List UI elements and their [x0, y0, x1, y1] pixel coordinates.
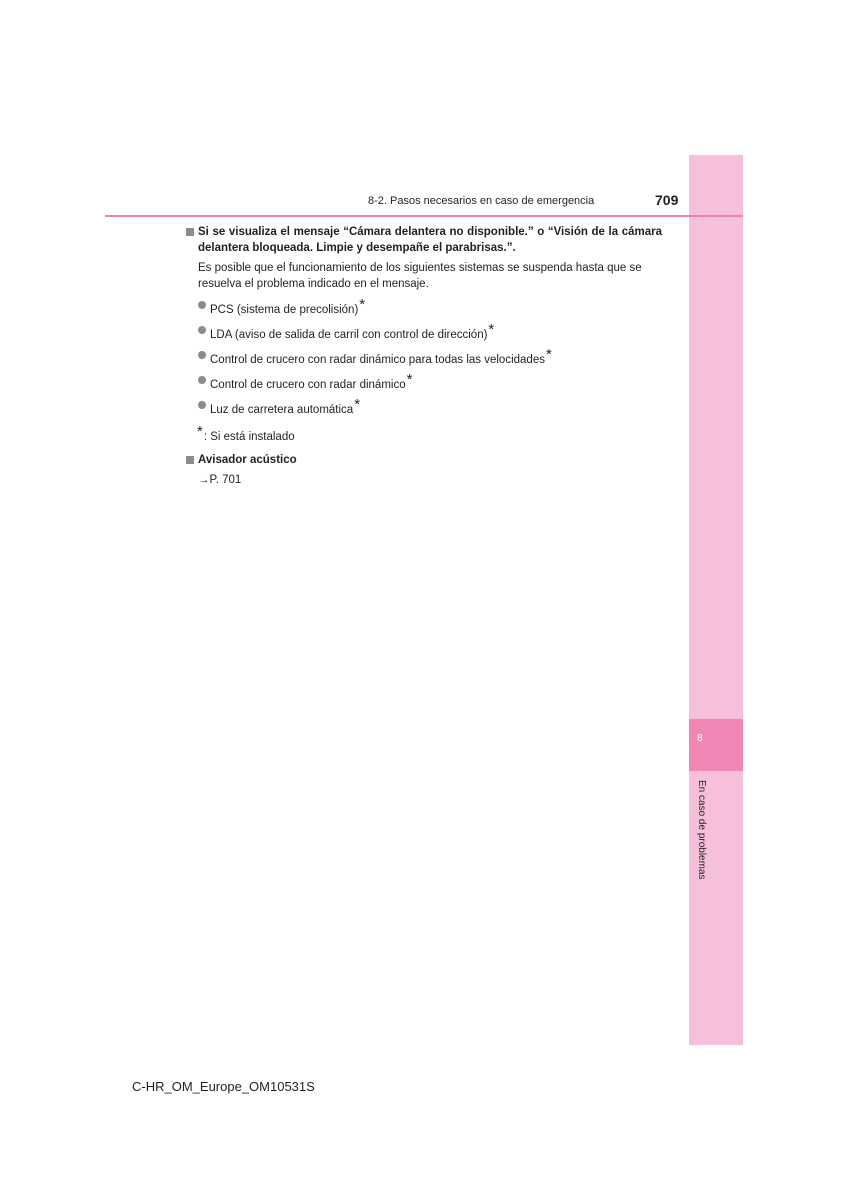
asterisk-mark: * [197, 423, 203, 440]
page-number: 709 [655, 192, 679, 208]
asterisk-mark: * [359, 296, 366, 313]
square-bullet-icon [186, 228, 194, 236]
list-item [198, 295, 662, 320]
affected-systems-list [198, 295, 662, 420]
list-item-text: PCS (sistema de precolisión) [210, 304, 359, 316]
document-code: C-HR_OM_Europe_OM10531S [132, 1079, 315, 1094]
chapter-number-block [689, 719, 743, 771]
square-bullet-icon [186, 456, 194, 464]
circle-bullet-icon [198, 376, 206, 384]
list-item-text: LDA (aviso de salida de carril con control de dirección) [210, 329, 488, 341]
heading-text: Avisador acústico [198, 454, 297, 466]
asterisk-mark: * [488, 321, 495, 338]
page-content [186, 224, 662, 488]
footnote-text: : Si está instalado [203, 431, 295, 443]
section-paragraph: Es posible que el funcionamiento de los siguientes sistemas se suspenda hasta que se resuelva el problema indicado en el mensaje. [198, 262, 642, 290]
asterisk-mark: * [545, 346, 552, 363]
circle-bullet-icon [198, 326, 206, 334]
circle-bullet-icon [198, 401, 206, 409]
circle-bullet-icon [198, 301, 206, 309]
section-heading-camera-message [186, 224, 662, 256]
list-item-text: Control de crucero con radar dinámico [210, 379, 406, 391]
list-item [198, 395, 662, 420]
asterisk-mark: * [406, 371, 413, 388]
chapter-title: En caso de problemas [696, 780, 707, 880]
header-divider [105, 215, 743, 217]
list-item-text: Control de crucero con radar dinámico para todas las velocidades [210, 354, 545, 366]
list-item-text: Luz de carretera automática [210, 404, 354, 416]
chapter-side-tab [689, 155, 743, 1045]
list-item [198, 370, 662, 395]
heading-text: Si se visualiza el mensaje “Cámara delantera no disponible.” o “Visión de la cámara delantera bloqueada. Limpie y desempañe el parabrisas.”. [198, 226, 662, 254]
section-title: 8-2. Pasos necesarios en caso de emergencia [368, 195, 595, 207]
footnote [197, 423, 662, 446]
list-item [198, 345, 662, 370]
list-item [198, 320, 662, 345]
chapter-number: 8 [697, 733, 703, 744]
asterisk-mark: * [354, 396, 361, 413]
section-heading-buzzer [186, 452, 662, 468]
circle-bullet-icon [198, 351, 206, 359]
page-reference-link[interactable]: →P. 701 [198, 474, 242, 486]
